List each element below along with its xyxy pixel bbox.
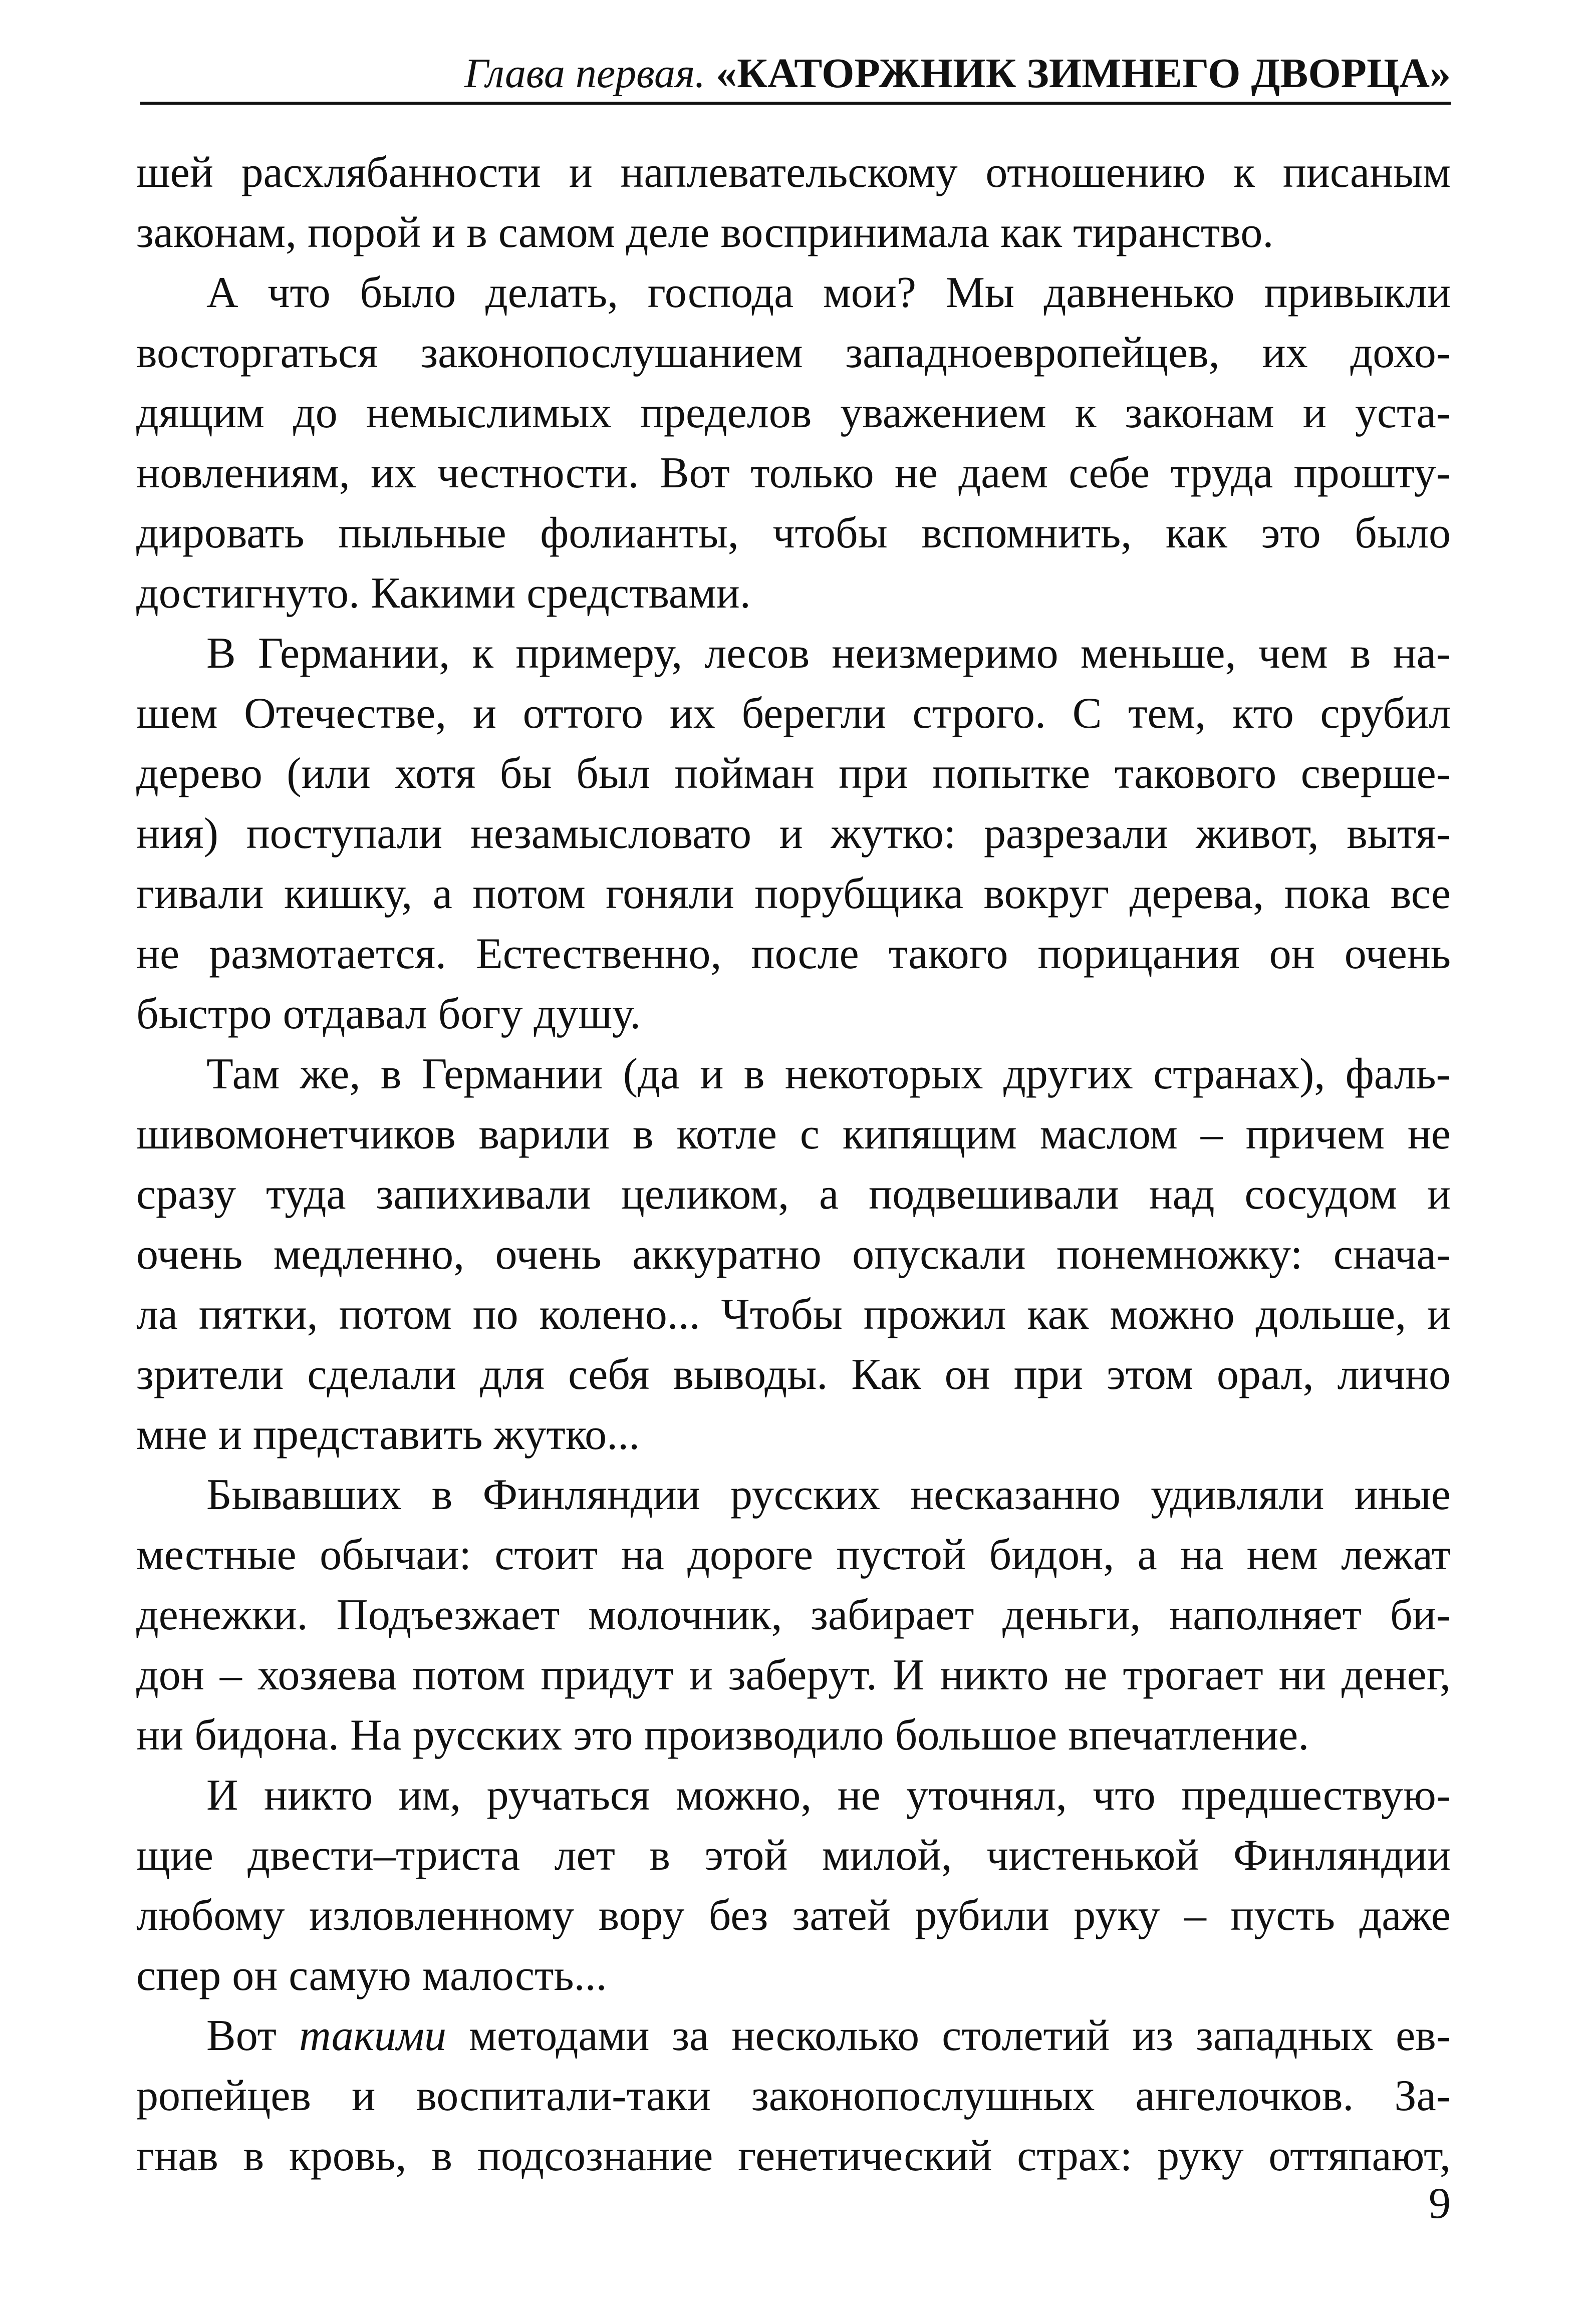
text-line: не размотается. Естественно, после такого порицания он очень bbox=[136, 930, 1451, 978]
text-run: методами за несколько столетий из западных ев- bbox=[446, 2011, 1451, 2060]
text-line: шивомонетчиков варили в котле с кипящим маслом – причем не bbox=[136, 1110, 1451, 1158]
text-line: А что было делать, господа мои? Мы давненько привыкли bbox=[206, 268, 1451, 317]
text-line: мне и представить жутко... bbox=[136, 1410, 640, 1459]
text-line: В Германии, к примеру, лесов неизмеримо меньше, чем в на- bbox=[206, 629, 1451, 678]
text-line: Там же, в Германии (да и в некоторых других странах), фаль- bbox=[206, 1050, 1451, 1098]
text-line: гнав в кровь, в подсознание генетический страх: руку оттяпают, bbox=[136, 2132, 1451, 2180]
text-line: шей расхлябанности и наплевательскому отношению к писаным bbox=[136, 148, 1451, 197]
text-line: любому изловленному вору без затей рубили руку – пусть даже bbox=[136, 1891, 1451, 1940]
text-line: ропейцев и воспитали-таки законопослушных ангелочков. За- bbox=[136, 2072, 1451, 2120]
text-line: местные обычаи: стоит на дороге пустой бидон, а на нем лежат bbox=[136, 1531, 1451, 1579]
text-line: ла пятки, потом по колено... Чтобы прожил как можно дольше, и bbox=[136, 1290, 1451, 1339]
text-line: Бывавших в Финляндии русских несказанно удивляли иные bbox=[206, 1471, 1451, 1519]
text-run: Вот bbox=[206, 2011, 300, 2060]
emphasized-word: такими bbox=[299, 2011, 447, 2060]
text-line: шем Отечестве, и оттого их берегли строго. С тем, кто срубил bbox=[136, 689, 1451, 738]
chapter-label: Глава первая. bbox=[464, 50, 716, 97]
text-line: денежки. Подъезжает молочник, забирает деньги, наполняет би- bbox=[136, 1591, 1451, 1639]
text-line: сразу туда запихивали целиком, а подвешивали над сосудом и bbox=[136, 1170, 1451, 1219]
text-line: новлениям, их честности. Вот только не даем себе труда прошту- bbox=[136, 449, 1451, 497]
text-line: дерево (или хотя бы был пойман при попытке такового сверше- bbox=[136, 749, 1451, 798]
text-line: законам, порой и в самом деле воспринимала как тиранство. bbox=[136, 208, 1274, 257]
running-header bbox=[140, 46, 1451, 106]
text-line: дировать пыльные фолианты, чтобы вспомнить, как это было bbox=[136, 509, 1451, 557]
header-rule bbox=[140, 102, 1451, 105]
text-line: гивали кишку, а потом гоняли порубщика вокруг дерева, пока все bbox=[136, 869, 1451, 918]
text-line: спер он самую малость... bbox=[136, 1951, 607, 2000]
text-line: очень медленно, очень аккуратно опускали понемножку: снача- bbox=[136, 1230, 1451, 1279]
text-line: зрители сделали для себя выводы. Как он при этом орал, лично bbox=[136, 1350, 1451, 1399]
text-line: дящим до немыслимых пределов уважением к законам и уста- bbox=[136, 389, 1451, 437]
text-line bbox=[136, 2006, 1451, 2066]
page-number: 9 bbox=[1429, 2179, 1451, 2228]
chapter-title: «КАТОРЖНИК ЗИМНЕГО ДВОРЦА» bbox=[716, 50, 1451, 97]
text-line: И никто им, ручаться можно, не уточнял, что предшествую- bbox=[206, 1771, 1451, 1820]
text-line: щие двести–триста лет в этой милой, чистенькой Финляндии bbox=[136, 1831, 1451, 1880]
text-line: быстро отдавал богу душу. bbox=[136, 990, 641, 1038]
text-line: ни бидона. На русских это производило большое впечатление. bbox=[136, 1711, 1309, 1760]
text-line: восторгаться законопослушанием западноевропейцев, их дохо- bbox=[136, 329, 1451, 377]
text-line: ния) поступали незамысловато и жутко: разрезали живот, вытя- bbox=[136, 809, 1451, 858]
body-text bbox=[136, 143, 1451, 2186]
text-line: дон – хозяева потом придут и заберут. И никто не трогает ни денег, bbox=[136, 1651, 1451, 1699]
text-line: достигнуто. Какими средствами. bbox=[136, 569, 751, 618]
